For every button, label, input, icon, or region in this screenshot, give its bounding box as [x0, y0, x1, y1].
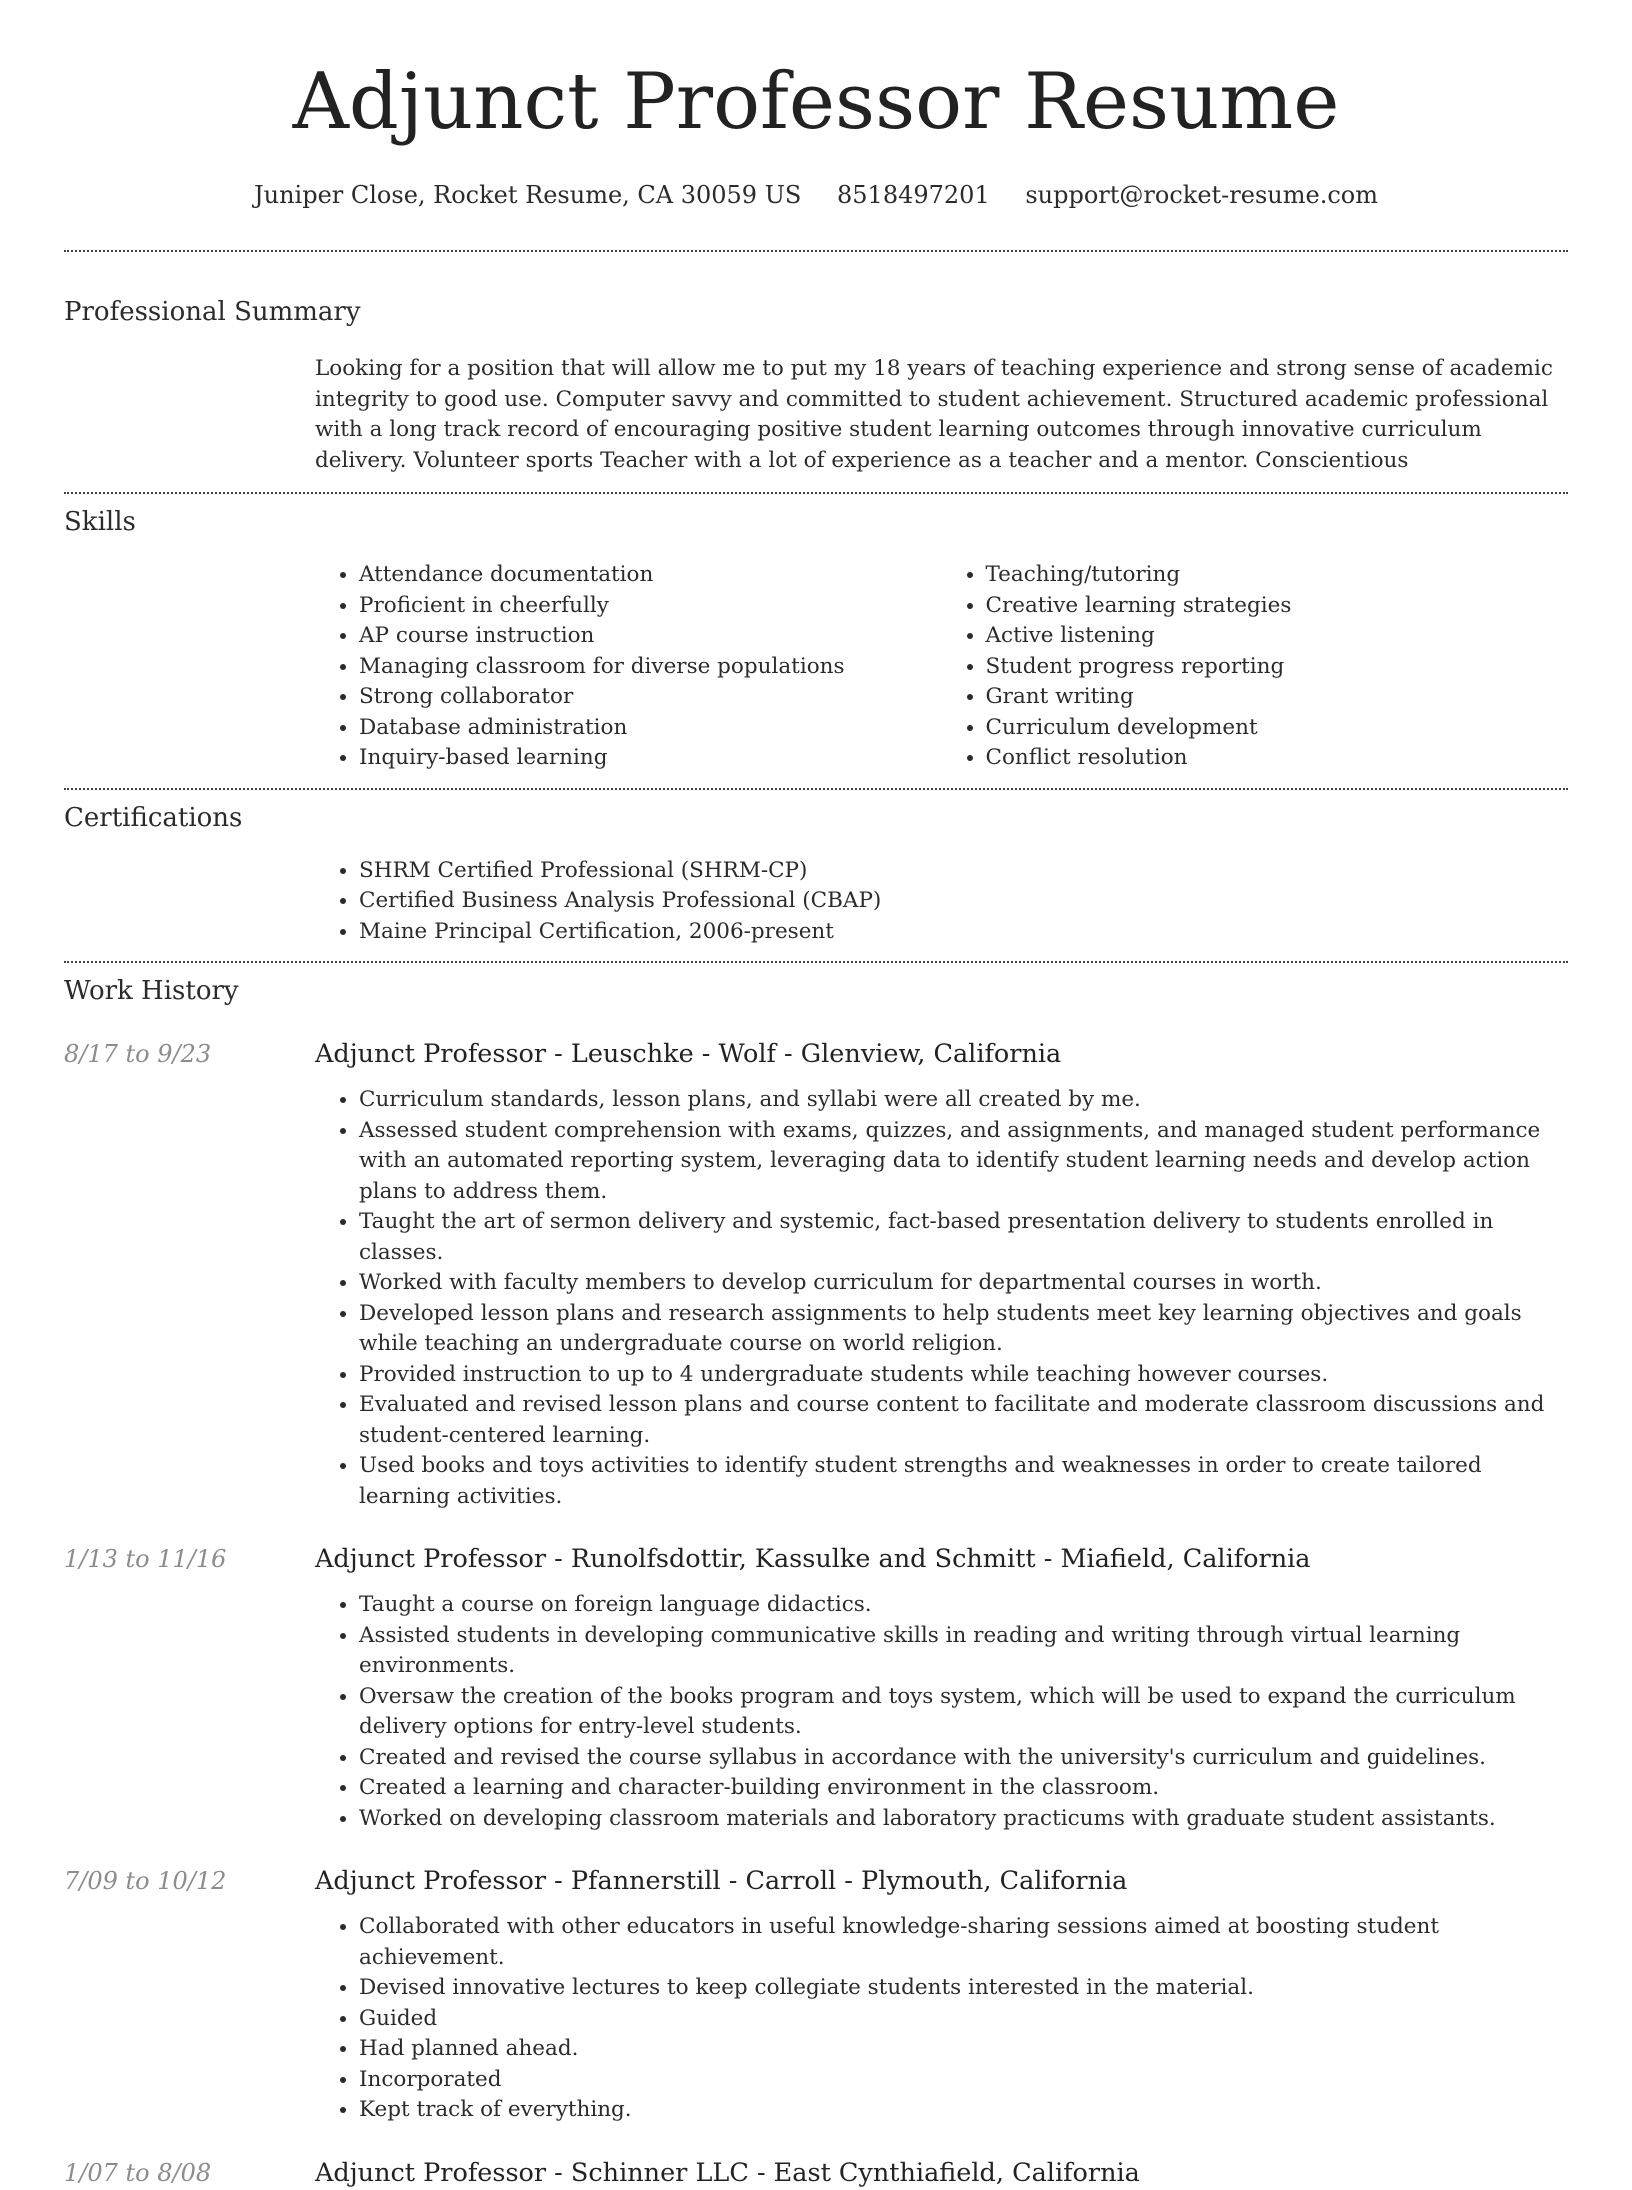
summary-section	[64, 252, 1568, 492]
skill-item: • Managing classroom for diverse populations	[359, 652, 942, 683]
job-bullet: • Taught the art of sermon delivery and systemic, fact-based presentation delivery to students enrolled in classes.	[359, 1207, 1568, 1268]
job-bullet: • Created and revised the course syllabus in accordance with the university's curriculum and guidelines.	[359, 1743, 1568, 1774]
job-entry	[64, 1864, 1568, 2126]
job-dates: 1/07 to 8/08	[64, 2158, 212, 2187]
contact-address: Juniper Close, Rocket Resume, CA 30059 US	[254, 181, 802, 209]
skill-item: • Proficient in cheerfully	[359, 591, 942, 622]
skill-item: • Student progress reporting	[986, 652, 1569, 683]
job-title: Adjunct Professor - Leuschke - Wolf - Glenview, California	[315, 1039, 1062, 1069]
certification-item: • Maine Principal Certification, 2006-present	[359, 917, 1568, 948]
skills-heading: Skills	[64, 507, 136, 537]
job-entry	[64, 1037, 1568, 1512]
job-bullet: • Incorporated	[359, 2065, 1568, 2096]
job-bullet: • Created a learning and character-building environment in the classroom.	[359, 1773, 1568, 1804]
job-bullet: • Oversaw the creation of the books program and toys system, which will be used to expand the curriculum delivery options for entry-level students.	[359, 1682, 1568, 1743]
job-dates: 7/09 to 10/12	[64, 1867, 227, 1895]
skill-item: • Strong collaborator	[359, 682, 942, 713]
job-bullets	[315, 1085, 1568, 1512]
job-title: Adjunct Professor - Pfannerstill - Carroll - Plymouth, California	[315, 1866, 1128, 1896]
summary-heading: Professional Summary	[64, 297, 361, 327]
job-title: Adjunct Professor - Schinner LLC - East Cynthiafield, California	[315, 2157, 1140, 2188]
job-bullet: • Developed lesson plans and research assignments to help students meet key learning objectives and goals while teaching an undergraduate course on world religion.	[359, 1299, 1568, 1360]
skill-item: • Attendance documentation	[359, 560, 942, 591]
resume-page	[64, 0, 1568, 2190]
skill-item: • Inquiry-based learning	[359, 743, 942, 774]
job-bullet: • Provided instruction to up to 4 undergraduate students while teaching however courses.	[359, 1360, 1568, 1391]
skill-item: • Active listening	[986, 621, 1569, 652]
job-bullet: • Assisted students in developing communicative skills in reading and writing through virtual learning environments.	[359, 1621, 1568, 1682]
skills-list-left	[315, 560, 942, 774]
job-bullet: • Devised innovative lectures to keep collegiate students interested in the material.	[359, 1973, 1568, 2004]
job-entry	[64, 2156, 1568, 2190]
skill-item: • Teaching/tutoring	[986, 560, 1569, 591]
work-history-heading: Work History	[64, 976, 239, 1006]
job-bullet: • Taught a course on foreign language didactics.	[359, 1590, 1568, 1621]
skills-list-right	[942, 560, 1569, 774]
job-bullet: • Worked with faculty members to develop curriculum for departmental courses in worth.	[359, 1268, 1568, 1299]
job-bullet: • Collaborated with other educators in useful knowledge-sharing sessions aimed at boosting student achievement.	[359, 1912, 1568, 1973]
work-history-section	[64, 963, 1568, 2190]
skills-grid	[315, 560, 1568, 788]
certifications-list	[315, 856, 1568, 962]
job-bullet: • Worked on developing classroom materials and laboratory practicums with graduate student assistants.	[359, 1804, 1568, 1835]
job-title: Adjunct Professor - Runolfsdottir, Kassulke and Schmitt - Miafield, California	[315, 1544, 1311, 1574]
job-bullet: • Assessed student comprehension with exams, quizzes, and assignments, and managed student performance with an automated reporting system, leveraging data to identify student learning needs and develop action plans to address them.	[359, 1116, 1568, 1208]
skill-item: • Creative learning strategies	[986, 591, 1569, 622]
summary-text: Looking for a position that will allow me to put my 18 years of teaching experience and strong sense of academic integrity to good use. Computer savvy and committed to student achievement. Structured academic professional with a long track record of encouraging positive student learning outcomes through innovative curriculum delivery. Volunteer sports Teacher with a lot of experience as a teacher and a mentor. Conscientious	[315, 356, 1553, 473]
job-entry	[64, 1542, 1568, 1834]
job-bullet: • Had planned ahead.	[359, 2034, 1568, 2065]
contact-line	[64, 178, 1568, 212]
skill-item: • Database administration	[359, 713, 942, 744]
job-bullet: • Curriculum standards, lesson plans, and syllabi were all created by me.	[359, 1085, 1568, 1116]
job-bullet: • Evaluated and revised lesson plans and course content to facilitate and moderate classroom discussions and student-centered learning.	[359, 1390, 1568, 1451]
job-bullet: • Guided	[359, 2004, 1568, 2035]
skill-item: • Grant writing	[986, 682, 1569, 713]
job-dates: 1/13 to 11/16	[64, 1545, 227, 1573]
job-bullet: • Kept track of everything.	[359, 2095, 1568, 2126]
certification-item: • Certified Business Analysis Professional (CBAP)	[359, 886, 1568, 917]
skill-item: • AP course instruction	[359, 621, 942, 652]
skill-item: • Conflict resolution	[986, 743, 1569, 774]
job-bullets	[315, 1912, 1568, 2126]
job-bullets	[315, 1590, 1568, 1834]
job-dates: 8/17 to 9/23	[64, 1040, 212, 1068]
page-title: Adjunct Professor Resume	[292, 57, 1340, 147]
contact-email: support@rocket-resume.com	[1025, 181, 1378, 209]
skill-item: • Curriculum development	[986, 713, 1569, 744]
job-bullet: • Used books and toys activities to identify student strengths and weaknesses in order to create tailored learning activities.	[359, 1451, 1568, 1512]
certifications-heading: Certifications	[64, 802, 243, 833]
certifications-section	[64, 790, 1568, 962]
certification-item: • SHRM Certified Professional (SHRM-CP)	[359, 856, 1568, 887]
contact-phone: 8518497201	[837, 181, 990, 209]
skills-section	[64, 494, 1568, 788]
